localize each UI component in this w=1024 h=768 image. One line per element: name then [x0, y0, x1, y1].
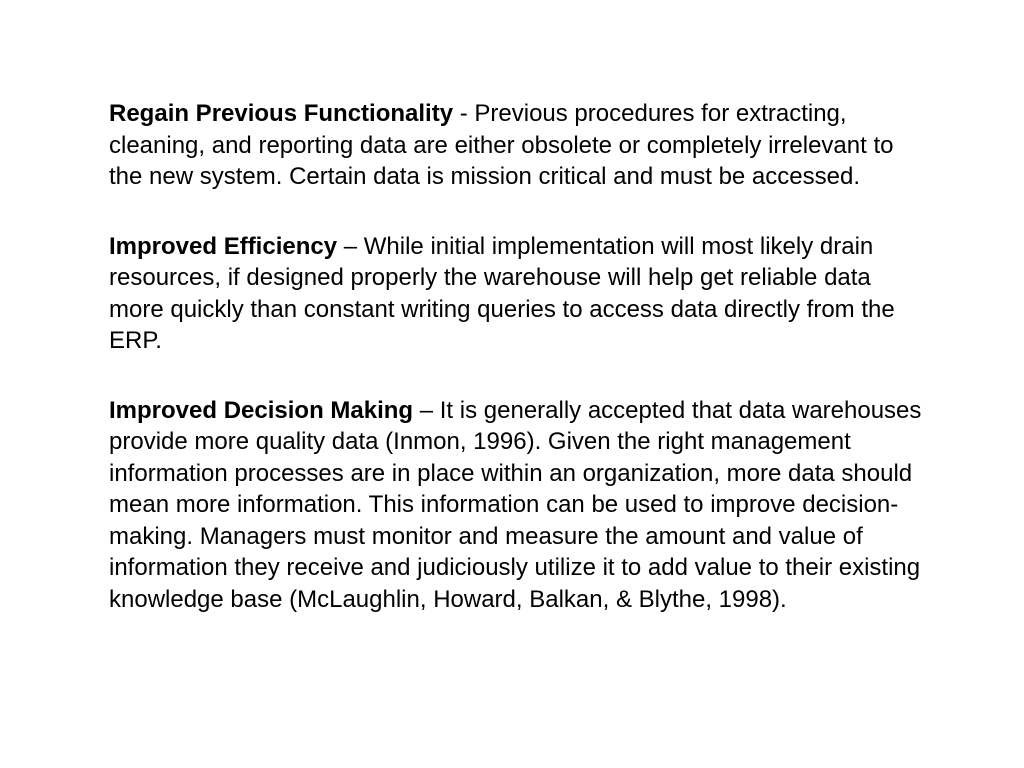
- paragraph-improved-decision-making: [109, 395, 924, 616]
- paragraph-separator: –: [413, 396, 440, 424]
- paragraph-separator: -: [453, 100, 475, 127]
- paragraph-heading: Improved Decision Making: [109, 396, 414, 424]
- slide-content: [109, 98, 924, 615]
- paragraph-body: Previous procedures for extracting, cleaning, and reporting data are either obsolete or completely irrelevant to the new system. Certain data is mission critical and must be accessed.: [109, 100, 894, 190]
- paragraph-body: While initial implementation will most likely drain resources, if designed properly the warehouse will help get reliable data more quickly than constant writing queries to access data directly from the ERP.: [109, 232, 895, 354]
- paragraph-separator: –: [337, 232, 364, 260]
- paragraph-heading: Improved Efficiency: [109, 232, 338, 260]
- paragraph-improved-efficiency: [109, 231, 924, 357]
- paragraph-heading: Regain Previous Functionality: [109, 100, 454, 127]
- paragraph-body: It is generally accepted that data warehouses provide more quality data (Inmon, 1996). Given the right management information processes are in place within an organization, more data should mean more information. This information can be used to improve decision-making. Managers must monitor and measure the amount and value of information they receive and judiciously utilize it to add value to their existing knowledge base (McLaughlin, Howard, Balkan, & Blythe, 1998).: [109, 396, 922, 613]
- paragraph-regain-previous-functionality: [109, 98, 924, 193]
